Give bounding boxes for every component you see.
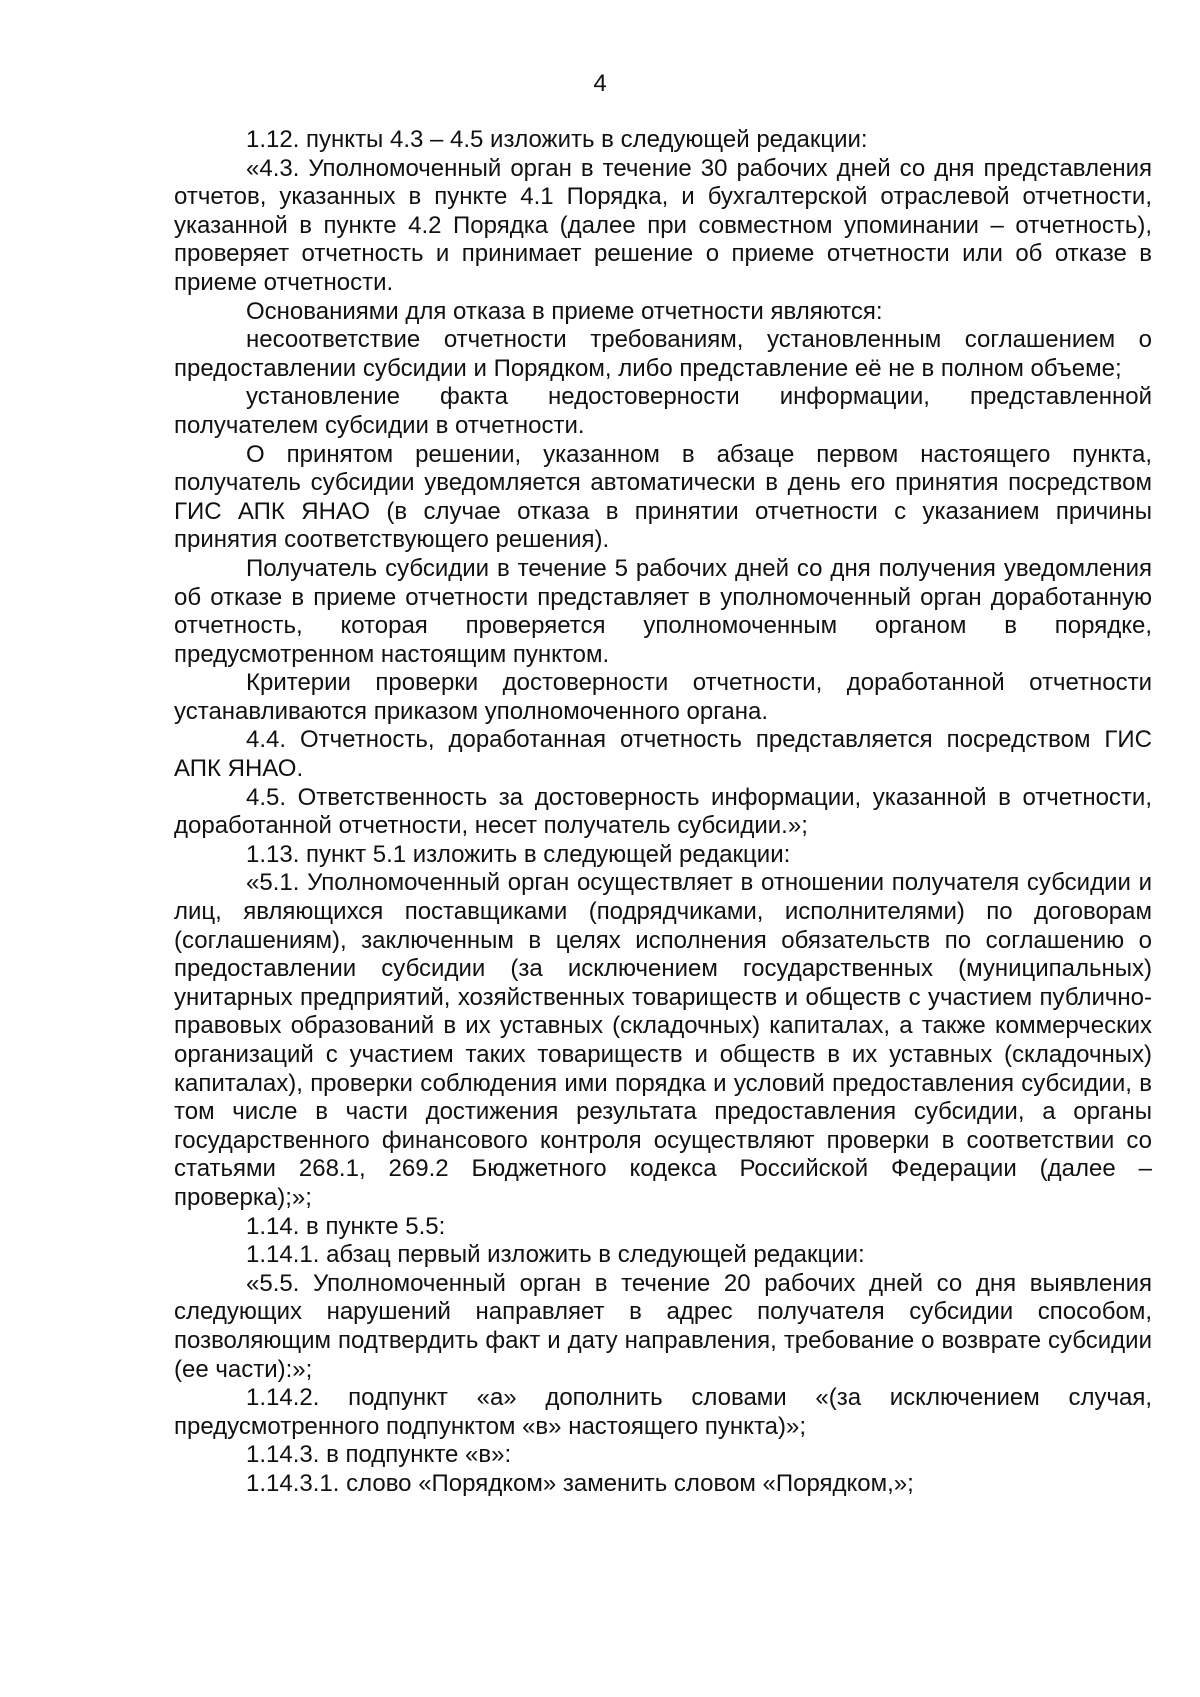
paragraph-1-14-1: 1.14.1. абзац первый изложить в следующей редакции:: [246, 1241, 865, 1269]
paragraph-ground-nonconformity: несоответствие отчетности требованиям, установленным соглашением о предоставлении субсидии и Порядком, либо представление её не в полном объеме;: [174, 326, 1152, 382]
paragraph-verification-criteria: Критерии проверки достоверности отчетности, доработанной отчетности устанавливаются приказом уполномоченного органа.: [174, 669, 1152, 725]
paragraph-1-14: 1.14. в пункте 5.5:: [246, 1212, 446, 1240]
page-number: 4: [593, 70, 607, 97]
paragraph-4-4: 4.4. Отчетность, доработанная отчетность представляется посредством ГИС АПК ЯНАО.: [174, 726, 1152, 783]
paragraph-1-14-3-1: 1.14.3.1. слово «Порядком» заменить словом «Порядком,»;: [246, 1469, 914, 1497]
paragraph-ground-unreliability: установление факта недостоверности информации, представленной получателем субсидии в отчетности.: [174, 383, 1152, 439]
paragraph-5-1: «5.1. Уполномоченный орган осуществляет в отношении получателя субсидии и лиц, являющихся поставщиками (подрядчиками, исполнителями) по договорам (соглашениям), заключенным в целях исполнения обязательств по соглашению о предоставлении субсидии (за исключением государственных (муниципальных) унитарных предприятий, хозяйственных товариществ и обществ с участием публично-правовых образований в их уставных (складочных) капиталах, а также коммерческих организаций с участием таких товариществ и обществ в их уставных (складочных) капиталах), проверки соблюдения ими порядка и условий предоставления субсидии, в том числе в части достижения результата предоставления субсидии, а органы государственного финансового контроля осуществляют проверки в соответствии со статьями 268.1, 269.2 Бюджетного кодекса Российской Федерации (далее – проверка);»;: [174, 869, 1152, 1211]
paragraph-4-5: 4.5. Ответственность за достоверность информации, указанной в отчетности, доработанной отчетности, несет получатель субсидии.»;: [174, 783, 1152, 840]
document-body: [174, 126, 1152, 1499]
paragraph-5-5: «5.5. Уполномоченный орган в течение 20 рабочих дней со дня выявления следующих нарушений направляет в адрес получателя субсидии способом, позволяющим подтвердить факт и дату направления, требование о возврате субсидии (ее части):»;: [174, 1269, 1152, 1383]
paragraph-revised-report: Получатель субсидии в течение 5 рабочих дней со дня получения уведомления об отказе в приеме отчетности представляет в уполномоченный орган доработанную отчетность, которая проверяется уполномоченным органом в порядке, предусмотренном настоящим пунктом.: [174, 554, 1152, 668]
paragraph-1-14-3: 1.14.3. в подпункте «в»:: [246, 1441, 512, 1469]
paragraph-1-13: 1.13. пункт 5.1 изложить в следующей редакции:: [246, 840, 791, 868]
paragraph-4-3: «4.3. Уполномоченный орган в течение 30 рабочих дней со дня представления отчетов, указанных в пункте 4.1 Порядка, и бухгалтерской отраслевой отчетности, указанной в пункте 4.2 Порядка (далее при совместном упоминании – отчетность), проверяет отчетность и принимает решение о приеме отчетности или об отказе в приеме отчетности.: [174, 154, 1152, 296]
paragraph-decision-notice: О принятом решении, указанном в абзаце первом настоящего пункта, получатель субсидии уведомляется автоматически в день его принятия посредством ГИС АПК ЯНАО (в случае отказа в принятии отчетности с указанием причины принятия соответствующего решения).: [174, 440, 1152, 554]
paragraph-1-12: 1.12. пункты 4.3 – 4.5 изложить в следующей редакции:: [246, 126, 868, 153]
paragraph-refusal-grounds: Основаниями для отказа в приеме отчетности являются:: [246, 297, 883, 325]
paragraph-1-14-2: 1.14.2. подпункт «а» дополнить словами «(за исключением случая, предусмотренного подпунктом «в» настоящего пункта)»;: [174, 1384, 1152, 1440]
